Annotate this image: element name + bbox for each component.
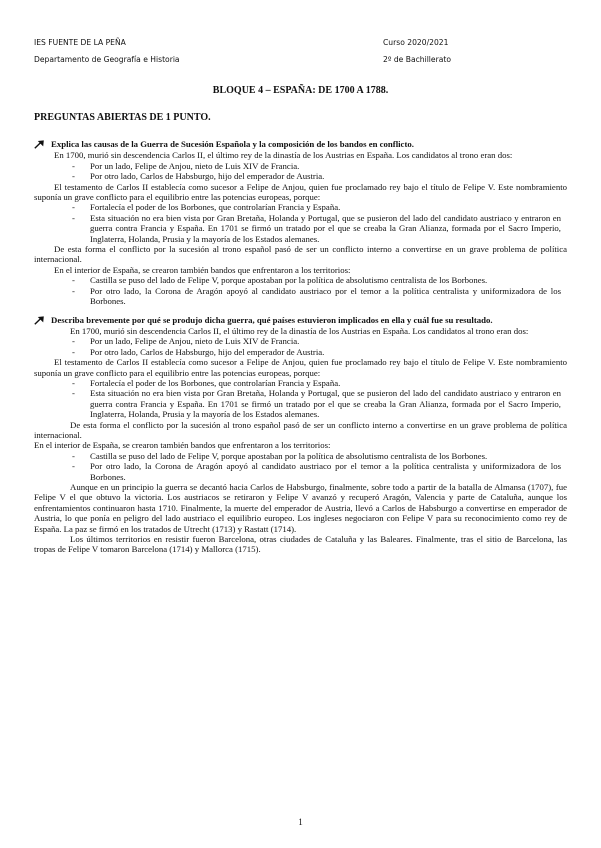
- q2-paragraph-6: Los últimos territorios en resistir fueron Barcelona, otras ciudades de Cataluña y las Baleares. Finalmente, tras el sitio de Barcelona, las tropas de Felipe V tomaron Barcelona (1714) y Mallorca (1715).: [34, 534, 567, 555]
- q2-paragraph-4: En el interior de España, se crearon también bandos que enfrentaron a los territorios:: [34, 440, 331, 451]
- q1-paragraph-4: En el interior de España, se crearon también bandos que enfrentaron a los territorios:: [54, 264, 351, 275]
- q2-reasons-list: [34, 378, 567, 420]
- list-item: - Fortalecía el poder de los Borbones, que controlarían Francia y España.: [72, 202, 341, 213]
- list-item: - Por otro lado, Carlos de Habsburgo, hijo del emperador de Austria.: [72, 171, 325, 182]
- q1-paragraph-2: El testamento de Carlos II establecía como sucesor a Felipe de Anjou, quien fue proclamado rey bajo el título de Felipe V. Este nombramiento suponía un grave conflicto para el equilibrio entre las potencias europeas, porque:: [34, 181, 567, 203]
- q2-paragraph-5: Aunque en un principio la guerra se decantó hacia Carlos de Habsburgo, finalmente, sobre todo a partir de la batalla de Almansa (1707), fue Felipe V el que obtuvo la victoria. Los austriacos se retiraron y Felipe V avanzó y recuperó Aragón, Valencia y parte de Cataluña, aunque los enfrentamientos continuaron hasta 1710. Finalmente, la muerte del emperador de Austria, llevó a Carlos de Habsburgo a convertirse en emperador de Austria, lo que ponía en peligro del lado austriaco el equilibrio europeo. Los ingleses negociaron con Felipe V para su reconocimiento como rey de España. La paz se firmó en los tratados de Utrecht (1713) y Rastatt (1714).: [34, 482, 567, 534]
- list-item: - Por otro lado, la Corona de Aragón apoyó al candidato austriaco por el temor a la política centralista y uniformizadora de los Borbones.: [72, 461, 561, 482]
- q2-paragraph-2: El testamento de Carlos II establecía como sucesor a Felipe de Anjou, quien fue proclamado rey bajo el título de Felipe V. Este nombramiento suponía un grave conflicto para el equilibrio entre las potencias europeas, porque:: [34, 357, 567, 378]
- department-name: Departamento de Geografía e Historia: [34, 55, 180, 64]
- arrow-bullet-icon: [34, 316, 45, 325]
- q1-paragraph-3: De esta forma el conflicto por la sucesión al trono español pasó de ser un conflicto interno a convertirse en un grave problema de política internacional.: [34, 244, 567, 265]
- list-item: - Castilla se puso del lado de Felipe V, porque apostaban por la política de absolutismo centralista de los Borbones.: [72, 450, 488, 461]
- list-item: - Por un lado, Felipe de Anjou, nieto de Luis XIV de Francia.: [72, 160, 300, 171]
- school-name: IES FUENTE DE LA PEÑA: [34, 38, 126, 47]
- q2-paragraph-3: De esta forma el conflicto por la sucesión al trono español pasó de ser un conflicto interno a convertirse en un grave problema de política internacional.: [34, 419, 567, 440]
- list-item: - Por un lado, Felipe de Anjou, nieto de Luis XIV de Francia.: [72, 336, 300, 347]
- question-1: [34, 139, 567, 149]
- list-item: - Fortalecía el poder de los Borbones, que controlarían Francia y España.: [72, 377, 341, 388]
- list-item: - Esta situación no era bien vista por Gran Bretaña, Holanda y Portugal, que se pusieron del lado del candidato austriaco y entraron en guerra contra Francia y España. En 1701 se firmó un tratado por el que se creaba la Gran Alianza, formada por el Sacro Imperio, Inglaterra, Holanda, Prusia y la mayoría de los Estados alemanes.: [72, 212, 561, 244]
- q1-sides-list: [34, 275, 567, 306]
- q2-paragraph-1: En 1700, murió sin descendencia Carlos II, el último rey de la dinastía de los Austrias en España. Los candidatos al trono eran dos:: [70, 325, 529, 336]
- arrow-bullet-icon: [34, 140, 45, 149]
- q2-sides-list: [34, 451, 567, 482]
- page-title: BLOQUE 4 – ESPAÑA: DE 1700 A 1788.: [212, 85, 389, 96]
- course-year: Curso 2020/2021: [383, 38, 449, 47]
- course-level: 2º de Bachillerato: [383, 55, 451, 64]
- question-1-text: Explica las causas de la Guerra de Sucesión Española y la composición de los bandos en conflicto.: [51, 139, 414, 149]
- q1-paragraph-1: En 1700, murió sin descendencia Carlos II, el último rey de la dinastía de los Austrias en España. Los candidatos al trono eran dos:: [54, 150, 513, 161]
- section-subtitle: PREGUNTAS ABIERTAS DE 1 PUNTO.: [34, 112, 211, 123]
- document-body: [34, 139, 567, 555]
- q1-candidates-list: [34, 161, 567, 182]
- page-number: 1: [298, 817, 303, 827]
- list-item: - Por otro lado, Carlos de Habsburgo, hijo del emperador de Austria.: [72, 346, 325, 357]
- question-2-text: Describa brevemente por qué se produjo dicha guerra, qué países estuvieron implicados en ella y cuál fue su resultado.: [51, 314, 493, 325]
- list-item: - Esta situación no era bien vista por Gran Bretaña, Holanda y Portugal, que se pusieron del lado del candidato austriaco y entraron en guerra contra Francia y España. En 1701 se firmó un tratado por el que se creaba la Gran Alianza, formada por el Sacro Imperio, Inglaterra, Holanda, Prusia y la mayoría de los Estados alemanes.: [72, 388, 561, 420]
- question-2: [34, 315, 567, 325]
- q1-reasons-list: [34, 202, 567, 244]
- q2-candidates-list: [34, 336, 567, 357]
- list-item: - Castilla se puso del lado de Felipe V, porque apostaban por la política de absolutismo centralista de los Borbones.: [72, 275, 488, 286]
- list-item: - Por otro lado, la Corona de Aragón apoyó al candidato austriaco por el temor a la política centralista y uniformizadora de los Borbones.: [72, 285, 561, 307]
